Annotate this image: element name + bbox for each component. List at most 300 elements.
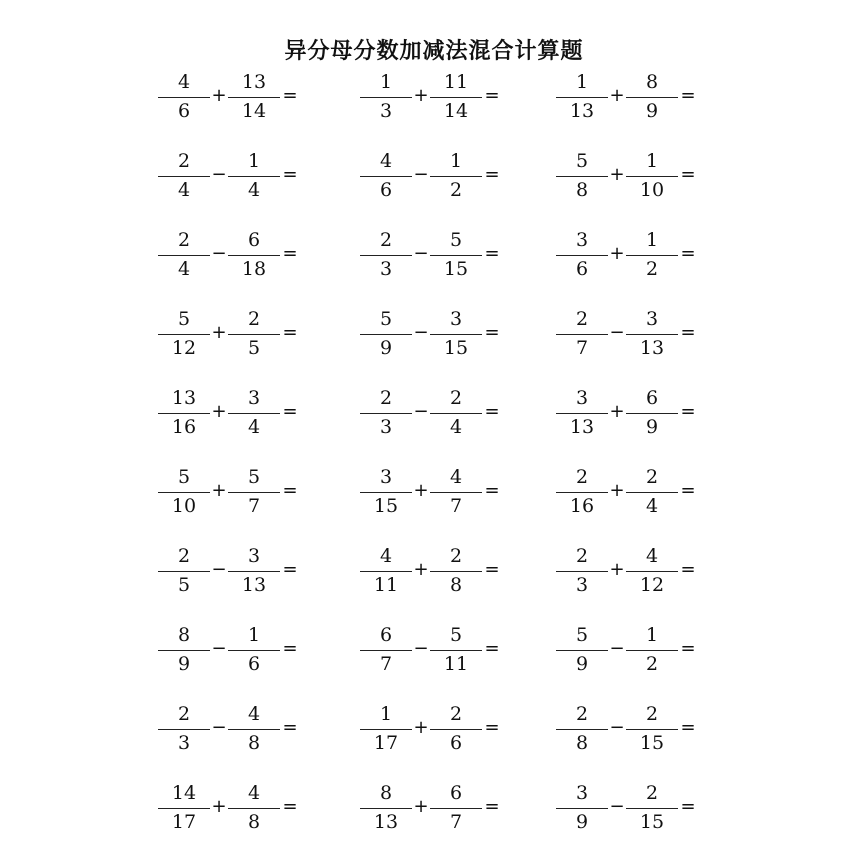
equals-sign: = [282,796,298,817]
problem [360,228,505,288]
denominator: 7 [575,337,589,359]
fraction [626,149,678,209]
equals-sign: = [680,796,696,817]
numerator: 1 [379,703,393,725]
fraction-bar [430,729,482,730]
denominator: 8 [449,574,463,596]
denominator: 9 [575,653,589,675]
fraction [626,70,678,130]
fraction [626,228,678,288]
numerator: 2 [379,229,393,251]
denominator: 9 [177,653,191,675]
equals-sign: = [484,322,500,343]
fraction-bar [228,650,280,651]
fraction-bar [430,176,482,177]
denominator: 3 [379,416,393,438]
denominator: 16 [569,495,595,517]
numerator: 6 [247,229,261,251]
fraction [158,702,210,762]
problem [556,544,701,604]
fraction [360,781,412,841]
equals-sign: = [282,401,298,422]
denominator: 13 [569,100,595,122]
fraction [158,781,210,841]
operator: − [413,638,429,659]
fraction [430,228,482,288]
equals-sign: = [484,559,500,580]
numerator: 2 [177,703,191,725]
fraction [158,623,210,683]
equals-sign: = [680,85,696,106]
problem-row [0,149,868,209]
fraction-bar [360,255,412,256]
fraction [360,386,412,446]
fraction [626,465,678,525]
numerator: 5 [177,466,191,488]
numerator: 4 [177,71,191,93]
problem [556,307,701,367]
fraction [228,623,280,683]
fraction-bar [228,413,280,414]
fraction [228,544,280,604]
fraction-bar [360,334,412,335]
denominator: 7 [247,495,261,517]
problem-row [0,70,868,130]
fraction-bar [158,650,210,651]
problem-row [0,228,868,288]
operator: + [211,796,227,817]
problem [556,465,701,525]
denominator: 17 [171,811,197,833]
denominator: 13 [569,416,595,438]
numerator: 6 [449,782,463,804]
fraction-bar [626,255,678,256]
fraction-bar [626,97,678,98]
fraction-bar [158,808,210,809]
denominator: 6 [247,653,261,675]
numerator: 3 [449,308,463,330]
fraction [158,386,210,446]
fraction [626,702,678,762]
denominator: 4 [247,179,261,201]
fraction-bar [360,492,412,493]
operator: − [609,322,625,343]
fraction-bar [430,650,482,651]
denominator: 15 [443,258,469,280]
operator: + [413,85,429,106]
numerator: 3 [247,387,261,409]
equals-sign: = [680,243,696,264]
numerator: 3 [575,782,589,804]
problem [158,702,303,762]
numerator: 4 [379,150,393,172]
denominator: 8 [575,732,589,754]
fraction [360,702,412,762]
denominator: 12 [639,574,665,596]
operator: + [609,401,625,422]
fraction-bar [430,571,482,572]
numerator: 2 [575,703,589,725]
numerator: 1 [247,150,261,172]
fraction-bar [626,413,678,414]
operator: + [413,717,429,738]
denominator: 14 [241,100,267,122]
denominator: 13 [241,574,267,596]
fraction [158,228,210,288]
fraction [430,70,482,130]
numerator: 6 [645,387,659,409]
fraction [556,149,608,209]
denominator: 4 [177,179,191,201]
fraction-bar [228,97,280,98]
fraction [556,465,608,525]
numerator: 1 [247,624,261,646]
fraction-bar [360,650,412,651]
operator: − [211,638,227,659]
problem-row [0,781,868,841]
denominator: 6 [379,179,393,201]
fraction [430,386,482,446]
problem [360,70,505,130]
numerator: 1 [575,71,589,93]
fraction-bar [158,334,210,335]
denominator: 10 [639,179,665,201]
fraction [556,228,608,288]
fraction [626,781,678,841]
fraction-bar [626,492,678,493]
numerator: 8 [645,71,659,93]
numerator: 6 [379,624,393,646]
fraction-bar [360,176,412,177]
numerator: 2 [379,387,393,409]
operator: + [609,243,625,264]
fraction-bar [360,808,412,809]
operator: − [211,243,227,264]
denominator: 8 [247,811,261,833]
denominator: 6 [177,100,191,122]
fraction [626,623,678,683]
problem [556,623,701,683]
denominator: 15 [639,811,665,833]
fraction-bar [556,413,608,414]
operator: + [211,322,227,343]
fraction [228,228,280,288]
denominator: 5 [177,574,191,596]
problem [360,544,505,604]
denominator: 4 [247,416,261,438]
equals-sign: = [282,638,298,659]
numerator: 3 [379,466,393,488]
denominator: 8 [575,179,589,201]
denominator: 3 [379,258,393,280]
denominator: 7 [379,653,393,675]
numerator: 2 [645,782,659,804]
equals-sign: = [282,717,298,738]
fraction [360,70,412,130]
fraction [228,781,280,841]
fraction-bar [228,255,280,256]
fraction-bar [228,808,280,809]
fraction [228,70,280,130]
denominator: 11 [373,574,399,596]
fraction [430,465,482,525]
fraction [360,544,412,604]
problem [556,781,701,841]
fraction-bar [430,334,482,335]
equals-sign: = [680,559,696,580]
problem [360,307,505,367]
fraction-bar [556,571,608,572]
numerator: 4 [247,782,261,804]
equals-sign: = [484,638,500,659]
fraction-bar [556,176,608,177]
problem [556,149,701,209]
numerator: 1 [449,150,463,172]
denominator: 12 [171,337,197,359]
denominator: 2 [449,179,463,201]
numerator: 4 [645,545,659,567]
fraction [430,307,482,367]
fraction-bar [556,255,608,256]
fraction-bar [430,255,482,256]
denominator: 15 [639,732,665,754]
problem [360,702,505,762]
fraction-bar [626,729,678,730]
denominator: 8 [247,732,261,754]
fraction-bar [430,808,482,809]
equals-sign: = [484,164,500,185]
operator: − [211,164,227,185]
numerator: 1 [645,150,659,172]
fraction [556,307,608,367]
fraction-bar [626,571,678,572]
fraction-bar [556,729,608,730]
equals-sign: = [282,480,298,501]
fraction-bar [360,729,412,730]
denominator: 16 [171,416,197,438]
numerator: 2 [645,703,659,725]
numerator: 5 [575,624,589,646]
numerator: 3 [575,387,589,409]
fraction [556,70,608,130]
fraction [430,149,482,209]
denominator: 5 [247,337,261,359]
problem [360,465,505,525]
fraction [556,544,608,604]
fraction-bar [556,97,608,98]
fraction [158,465,210,525]
denominator: 7 [449,495,463,517]
equals-sign: = [680,164,696,185]
problem [556,386,701,446]
problem [158,307,303,367]
denominator: 9 [645,416,659,438]
fraction-bar [228,176,280,177]
denominator: 13 [373,811,399,833]
equals-sign: = [484,243,500,264]
numerator: 5 [575,150,589,172]
page-title: 异分母分数加减法混合计算题 [284,39,584,64]
denominator: 4 [177,258,191,280]
fraction-bar [158,492,210,493]
operator: + [609,559,625,580]
problem [158,544,303,604]
numerator: 8 [379,782,393,804]
equals-sign: = [282,559,298,580]
equals-sign: = [680,638,696,659]
denominator: 15 [443,337,469,359]
problem [158,70,303,130]
fraction [556,702,608,762]
operator: − [609,717,625,738]
numerator: 5 [247,466,261,488]
operator: − [609,638,625,659]
problem-row [0,307,868,367]
fraction [556,386,608,446]
fraction-bar [158,571,210,572]
equals-sign: = [282,164,298,185]
problem [360,781,505,841]
numerator: 2 [645,466,659,488]
numerator: 1 [645,229,659,251]
fraction-bar [158,97,210,98]
problem-row [0,544,868,604]
fraction [430,781,482,841]
numerator: 4 [247,703,261,725]
problem [158,149,303,209]
denominator: 14 [443,100,469,122]
fraction [626,307,678,367]
equals-sign: = [484,401,500,422]
operator: + [211,480,227,501]
denominator: 2 [645,258,659,280]
operator: + [609,164,625,185]
problem [556,228,701,288]
operator: − [413,322,429,343]
problem [158,781,303,841]
numerator: 2 [177,545,191,567]
operator: + [211,401,227,422]
numerator: 2 [575,545,589,567]
problem-row [0,623,868,683]
equals-sign: = [484,796,500,817]
operator: − [413,401,429,422]
denominator: 9 [645,100,659,122]
denominator: 10 [171,495,197,517]
equals-sign: = [484,480,500,501]
denominator: 6 [449,732,463,754]
fraction [360,149,412,209]
numerator: 3 [575,229,589,251]
numerator: 2 [177,229,191,251]
problem-row [0,386,868,446]
numerator: 1 [645,624,659,646]
problem [556,70,701,130]
operator: + [609,480,625,501]
denominator: 9 [575,811,589,833]
numerator: 3 [247,545,261,567]
problem [158,465,303,525]
numerator: 5 [379,308,393,330]
fraction [228,386,280,446]
equals-sign: = [680,322,696,343]
denominator: 3 [177,732,191,754]
operator: − [413,243,429,264]
denominator: 11 [443,653,469,675]
fraction-bar [158,413,210,414]
numerator: 1 [379,71,393,93]
problem [158,228,303,288]
fraction [158,544,210,604]
equals-sign: = [680,401,696,422]
fraction-bar [228,729,280,730]
denominator: 4 [645,495,659,517]
problem [158,386,303,446]
fraction [360,307,412,367]
fraction-bar [430,492,482,493]
denominator: 15 [373,495,399,517]
fraction-bar [430,413,482,414]
numerator: 2 [575,308,589,330]
fraction-bar [626,334,678,335]
fraction-bar [360,571,412,572]
fraction-bar [158,729,210,730]
numerator: 14 [171,782,197,804]
fraction [430,623,482,683]
numerator: 2 [247,308,261,330]
problem [360,623,505,683]
fraction [158,307,210,367]
fraction [158,149,210,209]
equals-sign: = [282,85,298,106]
numerator: 5 [177,308,191,330]
denominator: 3 [575,574,589,596]
numerator: 13 [171,387,197,409]
operator: − [211,717,227,738]
fraction-bar [228,571,280,572]
denominator: 18 [241,258,267,280]
numerator: 2 [449,387,463,409]
equals-sign: = [484,85,500,106]
denominator: 4 [449,416,463,438]
fraction-bar [556,808,608,809]
numerator: 5 [449,624,463,646]
operator: + [413,480,429,501]
numerator: 5 [449,229,463,251]
operator: − [413,164,429,185]
denominator: 17 [373,732,399,754]
fraction-bar [158,176,210,177]
fraction-bar [626,176,678,177]
fraction-bar [228,334,280,335]
operator: + [413,796,429,817]
denominator: 2 [645,653,659,675]
fraction [430,544,482,604]
operator: + [211,85,227,106]
fraction-bar [556,650,608,651]
fraction-bar [626,808,678,809]
fraction [430,702,482,762]
problem [556,702,701,762]
operator: + [609,85,625,106]
fraction-bar [158,255,210,256]
equals-sign: = [282,322,298,343]
operator: − [609,796,625,817]
numerator: 2 [449,703,463,725]
denominator: 6 [575,258,589,280]
denominator: 7 [449,811,463,833]
fraction [556,623,608,683]
